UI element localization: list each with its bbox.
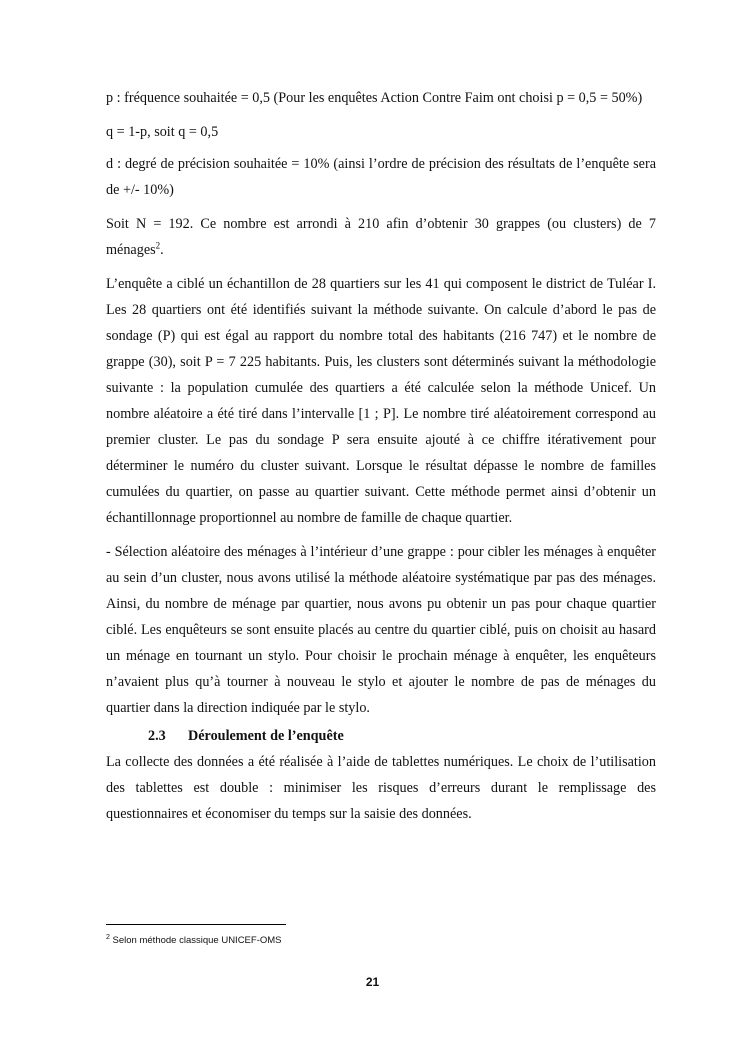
paragraph-q-definition: q = 1-p, soit q = 0,5 [106, 124, 219, 140]
page-body [106, 85, 656, 835]
footnote-text: Selon méthode classique UNICEF-OMS [109, 935, 282, 946]
n-definition-end: . [160, 242, 164, 258]
paragraph-sample: L’enquête a ciblé un échantillon de 28 quartiers sur les 41 qui composent le district de Tuléar I. Les 28 quartiers ont été identifiés suivant la méthode suivante. On calcule d’abord le pas de sondage (P) qui est égal au rapport du nombre total des habitants (216 747) et le nombre de grappe (30), soit P = 7 225 habitants. Puis, les clusters sont déterminés suivant la méthodologie suivante : la population cumulée des quartiers a été calculée selon la méthode Unicef. Un nombre aléatoire a été tiré dans l’intervalle [1 ; P]. Le nombre tiré aléatoirement correspond au premier cluster. Le pas du sondage P sera ensuite ajouté à ce chiffre itérativement pour déterminer le numéro du cluster suivant. Lorsque le résultat dépasse le nombre de familles cumulées du quartier, on passe au quartier suivant. Cette méthode permet ainsi d’obtenir un échantillonnage proportionnel au nombre de famille de chaque quartier. [106, 276, 656, 526]
footnote [106, 935, 282, 946]
n-definition-text: Soit N = 192. Ce nombre est arrondi à 210 afin d’obtenir 30 grappes (ou clusters) de 7 ménages [106, 216, 656, 258]
paragraph-p-definition: p : fréquence souhaitée = 0,5 (Pour les enquêtes Action Contre Faim ont choisi p = 0,5 = 50%) [106, 90, 643, 106]
paragraph-d-definition: d : degré de précision souhaitée = 10% (ainsi l’ordre de précision des résultats de l’enquête sera de +/- 10%) [106, 156, 656, 198]
footnote-mark: 2 [106, 933, 110, 941]
paragraph-n-definition [106, 211, 656, 263]
section-heading [106, 723, 656, 749]
section-title: Déroulement de l’enquête [188, 728, 344, 744]
footnote-reference[interactable]: 2 [155, 240, 161, 251]
page-number: 21 [365, 975, 380, 989]
paragraph-selection: - Sélection aléatoire des ménages à l’intérieur d’une grappe : pour cibler les ménages à enquêter au sein d’un cluster, nous avons utilisé la méthode aléatoire systématique par pas des ménages. Ainsi, du nombre de ménage par quartier, nous avons pu obtenir un pas pour chaque quartier ciblé. Les enquêteurs se sont ensuite placés au centre du quartier ciblé, puis on choisit au hasard un ménage en tournant un stylo. Pour choisir le prochain ménage à enquêter, les enquêteurs n’avaient plus qu’à tourner à nouveau le stylo et ajouter le nombre de pas de ménages du quartier dans la direction indiquée par le stylo. [106, 544, 656, 716]
paragraph-collecte: La collecte des données a été réalisée à l’aide de tablettes numériques. Le choix de l’utilisation des tablettes est double : minimiser les risques d’erreurs durant le remplissage des questionnaires et économiser du temps sur la saisie des données. [106, 754, 656, 822]
section-number: 2.3 [148, 728, 166, 744]
footnote-divider [106, 924, 286, 925]
